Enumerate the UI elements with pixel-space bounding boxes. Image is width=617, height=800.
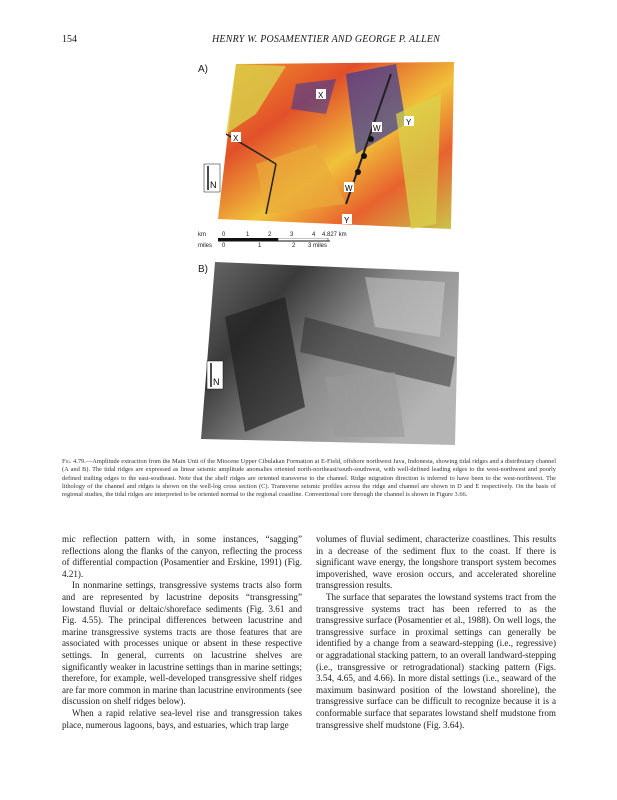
scale-mile-tick: 3 miles [308, 243, 328, 249]
panel-a-label: A) [198, 64, 208, 75]
north-arrow-a: N [210, 180, 217, 190]
paragraph: In nonmarine settings, transgressive systems tracts also form and are represented by lacustrine deposits “transgressing” lowstand fluvial or deltaic/shoreface sediments (Fig. 3.61 and Fig. 4.55). The principal differences between lacustrine and marine transgressive systems tracts are those features that are associated with processes unique or absent in these respective settings. In general, currents on lacustrine shelves are significantly weaker in lacustrine settings than in marine settings; therefore, for example, well-developed transgressive shelf ridges are far more common in marine than lacustrine environments (see discussion on shelf ridges below). [62, 580, 302, 707]
caption-label: Fig. 4.79. [62, 458, 86, 465]
running-title: HENRY W. POSAMENTIER AND GEORGE P. ALLEN [212, 34, 441, 45]
scale-mile-tick: 0 [222, 243, 226, 249]
map-label-x2: X [233, 134, 239, 143]
scale-km-tick: 1 [246, 232, 250, 238]
scale-bar [196, 232, 436, 260]
scale-km-tick: 2 [268, 232, 272, 238]
figure-caption [62, 458, 556, 499]
paragraph: mic reflection pattern with, in some instances, “sagging” reflections along the flanks of the canyon, reflecting the process of differential compaction (Posamentier and Erskine, 1991) (Fig. 4.21). [62, 534, 302, 579]
paragraph: When a rapid relative sea-level rise and transgression takes place, numerous lagoons, bays, and estuaries, which trap large [62, 707, 302, 730]
map-label-w2: W [345, 184, 353, 193]
map-label-x1: X [318, 91, 324, 100]
map-label-y2: Y [344, 216, 350, 225]
scale-km-tick: 4.827 km [322, 232, 347, 238]
panel-b-label: B) [198, 264, 208, 275]
caption-text: —Amplitude extraction from the Main Unit of the Miocene Upper Cibulakan Formation at E-Field, offshore northwest Java, Indonesia, showing tidal ridges and a distributary channel (A and B). The tidal ridges are expressed as linear seismic amplitude anomalies oriented north-northeast/south-southwest, with well-defined leading edges to the west-northwest and poorly defined trailing edges to the east-southeast. Note that the shelf ridges are oriented transverse to the channel. Ridge migration direction is inferred to have been to the west-northwest. The lithology of the channel and ridges is shown on the well-log cross section (C). Transverse seismic profiles across the ridge and channel are shown in D and E respectively. On the basis of regional studies, the tidal ridges are interpreted to be oriented normal to the regional coastline. Conventional core through the channel is shown in Figure 3.66. [62, 458, 556, 499]
scale-km-tick: 4 [312, 232, 316, 238]
page-header [62, 34, 552, 48]
map-label-y1: Y [406, 118, 412, 127]
right-column [316, 534, 556, 731]
map-label-w1: W [373, 124, 381, 133]
scale-km-tick: 0 [222, 232, 226, 238]
scale-km-label: km [198, 232, 206, 238]
scale-mile-tick: 2 [292, 243, 296, 249]
amplitude-map-b [195, 257, 461, 447]
scale-miles-label: miles [198, 243, 213, 249]
scale-km-tick: 3 [290, 232, 294, 238]
north-arrow-b: N [213, 377, 220, 387]
scale-mile-tick: 1 [258, 243, 262, 249]
paragraph: The surface that separates the lowstand systems tract from the transgressive systems tract has been referred to as the transgressive surface (Posamentier et al., 1988). On well logs, the transgressive surface in proximal settings can generally be identified by a change from a seaward-stepping (i.e., regressive) or aggradational stacking pattern, to an overall landward-stepping (i.e., transgressive or retrogradational) stacking pattern (Figs. 3.54, 4.65, and 4.66). In more distal settings (i.e., seaward of the maximum basinward position of the lowstand shoreline), the transgressive surface can be difficult to recognize because it is a conformable surface that separates lowstand shelf mudstone from transgressive shelf mudstone (Fig. 3.64). [316, 591, 556, 730]
left-column [62, 534, 302, 731]
page-number: 154 [62, 34, 77, 45]
paragraph: volumes of fluvial sediment, characterize coastlines. This results in a decrease of the sediment flux to the coast. If there is significant wave energy, the longshore transport system becomes impoverished, wave erosion occurs, and accelerated shoreline transgression results. [316, 534, 556, 591]
amplitude-map-a [196, 54, 456, 234]
